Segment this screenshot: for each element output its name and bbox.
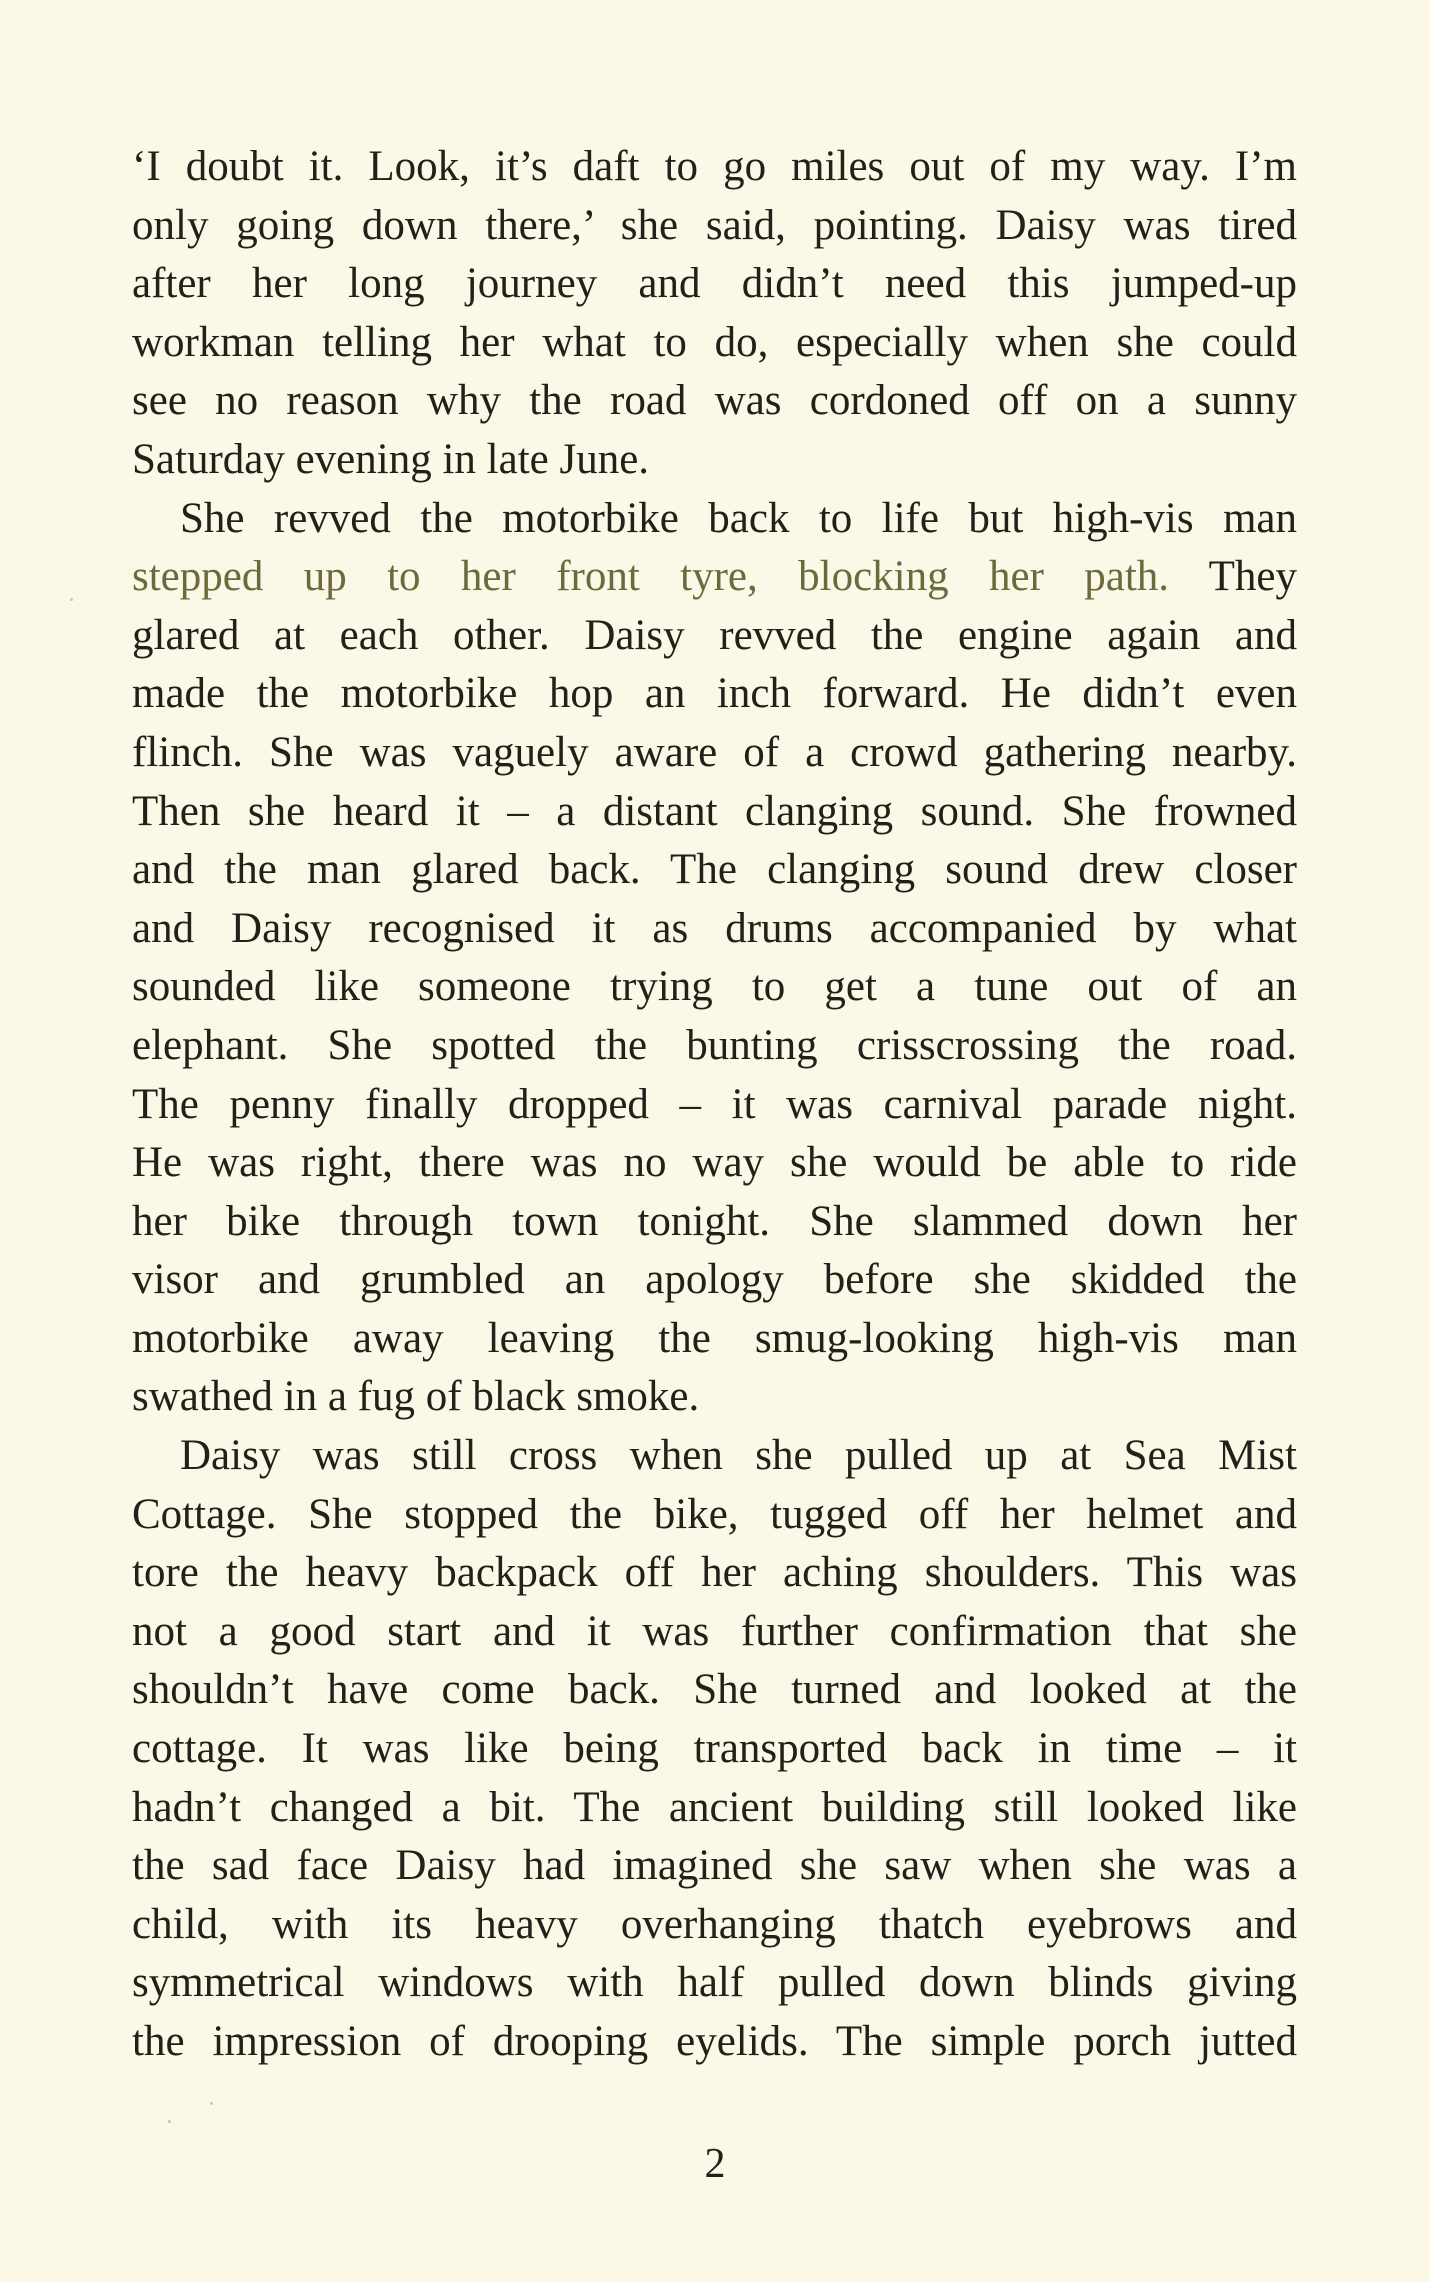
- paragraph-1: [132, 138, 1297, 490]
- text-line: She revved the motorbike back to life but high-vis man: [180, 494, 1297, 542]
- paper-speck: [70, 598, 73, 601]
- text-line: made the motorbike hop an inch forward. He didn’t even: [132, 670, 1297, 718]
- text-line: Then she heard it – a distant clanging sound. She frowned: [132, 787, 1297, 835]
- text-line: hadn’t changed a bit. The ancient building still looked like: [132, 1783, 1297, 1831]
- text-line: and the man glared back. The clanging sound drew closer: [132, 846, 1297, 894]
- text-line: ‘I doubt it. Look, it’s daft to go miles out of my way. I’m: [132, 143, 1297, 190]
- text-line: glared at each other. Daisy revved the engine again and: [132, 611, 1297, 659]
- text-line: child, with its heavy overhanging thatch eyebrows and: [132, 1900, 1297, 1948]
- text-line: Saturday evening in late June.: [132, 435, 650, 483]
- text-line: workman telling her what to do, especially when she could: [132, 318, 1297, 366]
- text-line: swathed in a fug of black smoke.: [132, 1373, 700, 1421]
- text-line-tail: They: [1169, 553, 1297, 601]
- text-line: not a good start and it was further confirmation that she: [132, 1607, 1297, 1655]
- text-line: visor and grumbled an apology before she skidded the: [132, 1256, 1297, 1304]
- faded-text: stepped up to her front tyre, blocking her path.: [132, 553, 1170, 601]
- text-line: only going down there,’ she said, pointing. Daisy was tired: [132, 201, 1297, 249]
- text-line: see no reason why the road was cordoned off on a sunny: [132, 377, 1297, 425]
- page-number: 2: [704, 2141, 726, 2187]
- text-line: elephant. She spotted the bunting crisscrossing the road.: [132, 1021, 1297, 1069]
- text-line: Cottage. She stopped the bike, tugged off her helmet and: [132, 1490, 1297, 1538]
- text-line: symmetrical windows with half pulled down blinds giving: [132, 1959, 1297, 2007]
- text-line: the sad face Daisy had imagined she saw when she was a: [132, 1842, 1297, 1890]
- text-line: shouldn’t have come back. She turned and looked at the: [132, 1666, 1297, 1714]
- body-text: [132, 138, 1297, 2072]
- paragraph-3: [132, 1427, 1297, 2072]
- text-line: the impression of drooping eyelids. The simple porch jutted: [132, 2018, 1297, 2065]
- text-line: and Daisy recognised it as drums accompanied by what: [132, 904, 1297, 952]
- text-line-faded: [132, 548, 1297, 607]
- text-line: tore the heavy backpack off her aching shoulders. This was: [132, 1549, 1297, 1597]
- paper-speck: [168, 2120, 171, 2123]
- text-line: cottage. It was like being transported back in time – it: [132, 1725, 1297, 1773]
- paragraph-2: [132, 490, 1297, 1428]
- text-line: sounded like someone trying to get a tune out of an: [132, 963, 1297, 1011]
- text-line: motorbike away leaving the smug-looking high-vis man: [132, 1314, 1297, 1362]
- text-line: her bike through town tonight. She slammed down her: [132, 1197, 1297, 1245]
- text-line: The penny finally dropped – it was carnival parade night.: [132, 1080, 1297, 1128]
- text-line: flinch. She was vaguely aware of a crowd gathering nearby.: [132, 728, 1297, 776]
- text-line: Daisy was still cross when she pulled up at Sea Mist: [180, 1432, 1297, 1480]
- paper-speck: [210, 2102, 213, 2105]
- text-line: He was right, there was no way she would be able to ride: [132, 1139, 1297, 1187]
- text-line: after her long journey and didn’t need this jumped-up: [132, 260, 1297, 308]
